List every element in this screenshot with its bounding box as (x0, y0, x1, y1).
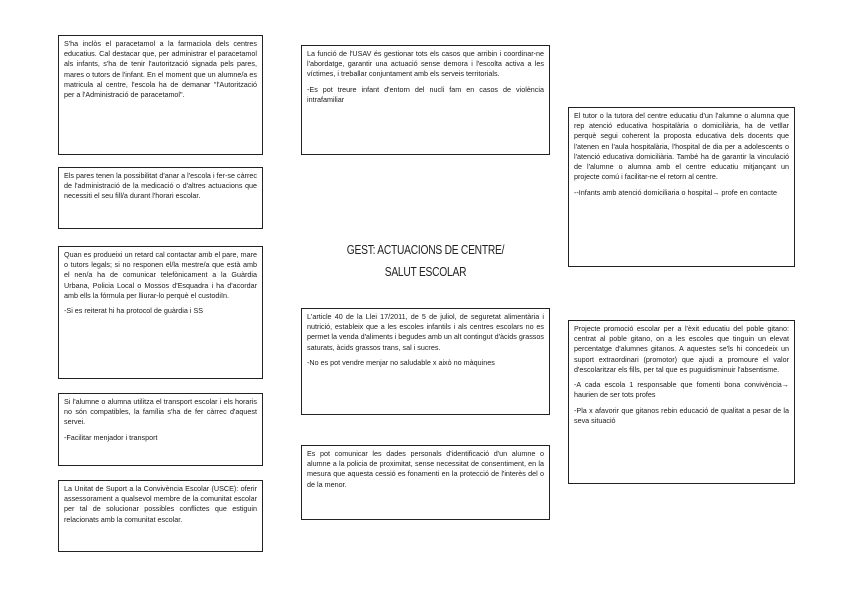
note-dades-text: Es pot comunicar les dades personals d'identificació d'un alumne o alumne a la policia de proximitat, sense necessitat de consentiment, en la mesura que aquesta cessió es fonamenti en la protecció de l'interès del o de la menor. (307, 449, 544, 489)
note-transport (58, 393, 263, 466)
note-llei-text: L'article 40 de la Llei 17/2011, de 5 de juliol, de seguretat alimentària i nutrició, estableix que a les escoles infantils i als centres escolars no es permet la venda d'aliments i begudes amb un alt contingut d'àcids grassos saturats, àcids grassos trans, sal i sucres. (307, 312, 544, 352)
note-transport-extra: -Facilitar menjador i transport (64, 432, 158, 442)
note-retard-text: Quan es produeixi un retard cal contactar amb el pare, mare o tutors legals; si no responen el/la mestre/a que està amb el nen/a ha de comunicar telefònicament a la Guàrdia Urbana, Policia Local o Mossos d'Esquadra i ha d'acordar amb ells la fórmula per lliurar-lo perquè el custodiïn. (64, 250, 257, 300)
note-llei-extra: -No es pot vendre menjar no saludable x això no màquines (307, 357, 495, 367)
note-hospitalaria-text: El tutor o la tutora del centre educatiu d'un l'alumne o alumna que rep atenció educativa hospitalària o domiciliària, ha de vetllar perquè segui coherent la proposta educativa dels docents que l'atenen en l'aula hospitalària, l'hospital de dia per a adolescents o l'atenció educativa domiciliària. També ha de garantir la vinculació de l'alumne o alumna amb el centre educatiu mitjançant un projecte comú i facilitar-ne el retorn al centre. (574, 111, 789, 182)
note-paracetamol-text: S'ha inclòs el paracetamol a la farmaciola dels centres educatius. Cal destacar que, per administrar el paracetamol als infants, s'ha de tenir l'autorització signada pels pares, mares o tutors de l'infant. En el moment que un alumne/a es matricula al centre, l'escola ha de demanar "l'Autorització per a l'Administració de paracetamol". (64, 39, 257, 100)
note-hospitalaria (568, 107, 795, 267)
note-gitano-extra-1: -A cada escola 1 responsable que fomenti bona convivència→ haurien de ser tots profes (574, 380, 789, 400)
note-llei (301, 308, 550, 415)
note-usav-text: La funció de l'USAV és gestionar tots els casos que arribin i coordinar-ne l'abordatge, garantir una actuació sense demora i l'escolta activa a les víctimes, i treballar conjuntament amb els serveis territorials. (307, 49, 544, 79)
note-dades (301, 445, 550, 520)
note-retard (58, 246, 263, 379)
note-hospitalaria-extra: --Infants amb atenció domiciliaria o hospital→ profe en contacte (574, 187, 777, 197)
note-medicacio-text: Els pares tenen la possibilitat d'anar a l'escola i fer-se càrrec de l'administració de la medicació o d'altres actuacions que necessiti el seu fill/a durant l'horari escolar. (64, 171, 257, 201)
note-medicacio (58, 167, 263, 229)
note-gitano-text: Projecte promoció escolar per a l'èxit educatiu del poble gitano: centrat al poble gitano, on a les escoles que tinguin un elevat percentatge d'alumnes gitanos. A aquestes se'ls hi concedeix un suport extraordinari (promotor) que ajudi a promoure el valor d'escolaritzar els fills, per tal que es puguidisminuir l'absentisme. (574, 324, 789, 374)
note-gitano-extra-2: -Pla x afavorir que gitanos rebin educació de qualitat a pesar de la seva situació (574, 405, 789, 425)
note-retard-extra: -Si es reiterat hi ha protocol de guàrdia i SS (64, 306, 204, 316)
note-usce (58, 480, 263, 552)
diagram-title: GEST: ACTUACIONS DE CENTRE/ SALUT ESCOLAR (346, 243, 505, 279)
note-transport-text: Si l'alumne o alumna utilitza el transport escolar i els horaris no són compatibles, la família s'ha de fer càrrec d'aquest servei. (64, 397, 257, 427)
note-usav (301, 45, 550, 155)
note-usav-extra: -Es pot treure infant d'entorn del nucli fam en casos de violència intrafamiliar (307, 84, 544, 104)
note-gitano (568, 320, 795, 484)
note-usce-text: La Unitat de Suport a la Convivència Escolar (USCE): oferir assessorament a qualsevol membre de la comunitat escolar per tal de solucionar possibles conflictes que estiguin relacionats amb la comunitat escolar. (64, 484, 257, 524)
note-paracetamol (58, 35, 263, 155)
